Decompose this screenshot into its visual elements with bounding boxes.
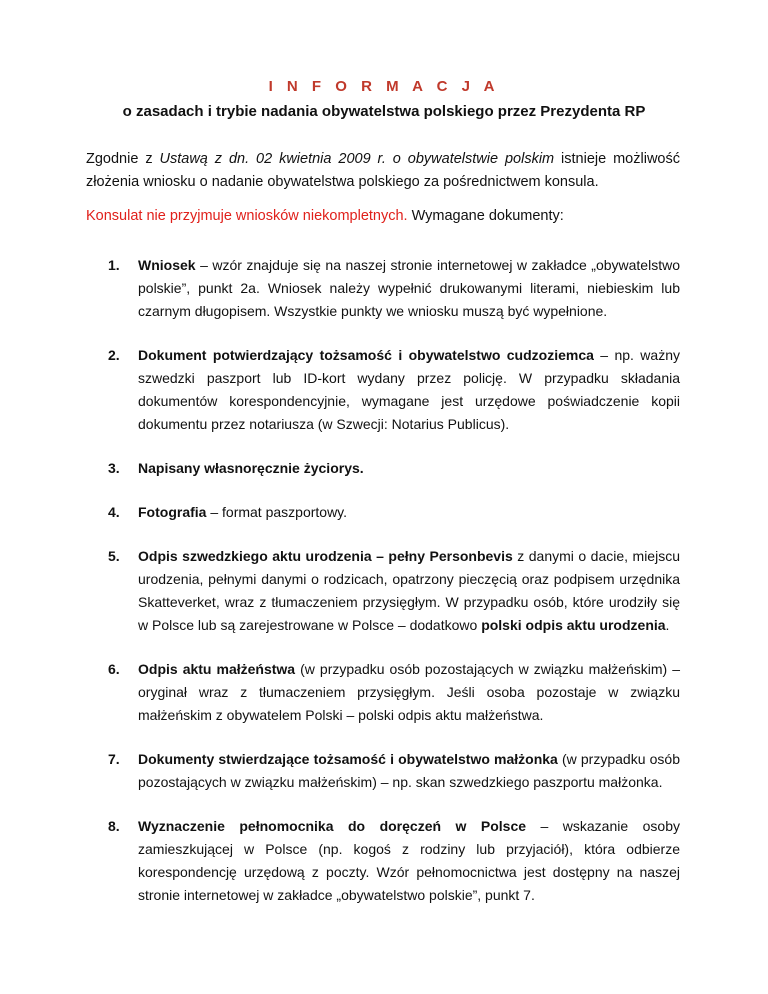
item-text: – wzór znajduje się na naszej stronie internetowej w zakładce „obywatelstwo polskie”, punkt 2a. Wniosek należy wypełnić drukowanymi literami, niebieskim lub czarnym długopisem. Wszystkie punkty we wniosku muszą być wypełnione. — [138, 257, 680, 319]
item-text: – wskazanie osoby zamieszkującej w Polsce (np. kogoś z rodziny lub przyjaciół), która odbierze korespondencję urzędową z poczty. Wzór pełnomocnictwa jest dostępny na naszej stronie internetowej w zakładce „obywatelstwo polskie”, punkt 7. — [138, 818, 680, 903]
item-text: – np. ważny szwedzki paszport lub ID-kort wydany przez policję. W przypadku składania dokumentów korespondencyjnie, wymagane jest urzędowe poświadczenie kopii dokumentu przez notariusza (w Szwecji: Notarius Publicus). — [138, 347, 680, 432]
notice-paragraph — [86, 205, 686, 228]
item-heading: Dokument potwierdzający tożsamość i obywatelstwo cudzoziemca — [138, 347, 594, 363]
list-number: 6. — [108, 661, 120, 677]
item-text: – format paszportowy. — [206, 504, 348, 520]
list-item-proxy — [108, 815, 680, 907]
list-number: 8. — [108, 818, 120, 834]
list-item-photo — [108, 501, 680, 524]
intro-paragraph — [86, 148, 680, 194]
intro-text-start: Zgodnie z — [86, 151, 160, 167]
required-documents-label: Wymagane dokumenty: — [407, 208, 564, 224]
item-heading: Napisany własnoręcznie życiorys. — [138, 460, 364, 476]
item-text: (w przypadku osób pozostających w związku małżeńskim) – np. skan szwedzkiego paszportu małżonka. — [138, 751, 680, 790]
intro-text-end: istnieje możliwość złożenia wniosku o nadanie obywatelstwa polskiego za pośrednictwem konsula. — [86, 151, 680, 190]
list-number: 1. — [108, 257, 120, 273]
list-item-application — [108, 254, 680, 323]
item-heading: Odpis szwedzkiego aktu urodzenia – pełny Personbevis — [138, 548, 513, 564]
list-number: 5. — [108, 548, 120, 564]
list-number: 4. — [108, 504, 120, 520]
incomplete-warning: Konsulat nie przyjmuje wniosków niekompletnych. — [86, 208, 408, 224]
list-item-identity-document — [108, 344, 680, 436]
item-heading: Fotografia — [138, 504, 207, 520]
item-emphasis: polski odpis aktu urodzenia — [481, 617, 666, 633]
list-item-spouse-documents — [108, 748, 680, 794]
required-documents-list — [108, 254, 680, 907]
item-heading: Wniosek — [138, 257, 196, 273]
document-title: I N F O R M A C J A — [268, 78, 500, 95]
list-number: 2. — [108, 347, 120, 363]
list-number: 3. — [108, 460, 120, 476]
item-text: z danymi o dacie, miejscu urodzenia, pełnymi danymi o rodzicach, opatrzony pieczęcią oraz podpisem urzędnika Skatteverket, wraz z tłumaczeniem przysięgłym. W przypadku osób, które urodziły się w Polsce lub są zarejestrowane w Polsce – dodatkowo — [138, 548, 680, 633]
item-heading: Wyznaczenie pełnomocnika do doręczeń w Polsce — [138, 818, 527, 834]
law-reference: Ustawą z dn. 02 kwietnia 2009 r. o obywatelstwie polskim — [159, 151, 555, 167]
list-item-marriage-certificate — [108, 658, 680, 727]
item-heading: Odpis aktu małżeństwa — [138, 661, 296, 677]
item-text: (w przypadku osób pozostających w związku małżeńskim) – oryginał wraz z tłumaczeniem przysięgłym. Jeśli osoba pozostaje w związku małżeńskim z obywatelem Polski – polski odpis aktu małżeństwa. — [138, 661, 680, 723]
item-heading: Dokumenty stwierdzające tożsamość i obywatelstwo małżonka — [138, 751, 558, 767]
list-item-cv — [108, 457, 680, 480]
item-text-end: . — [665, 617, 670, 633]
list-item-birth-certificate — [108, 545, 680, 637]
list-number: 7. — [108, 751, 120, 767]
document-subtitle: o zasadach i trybie nadania obywatelstwa polskiego przez Prezydenta RP — [122, 103, 646, 120]
